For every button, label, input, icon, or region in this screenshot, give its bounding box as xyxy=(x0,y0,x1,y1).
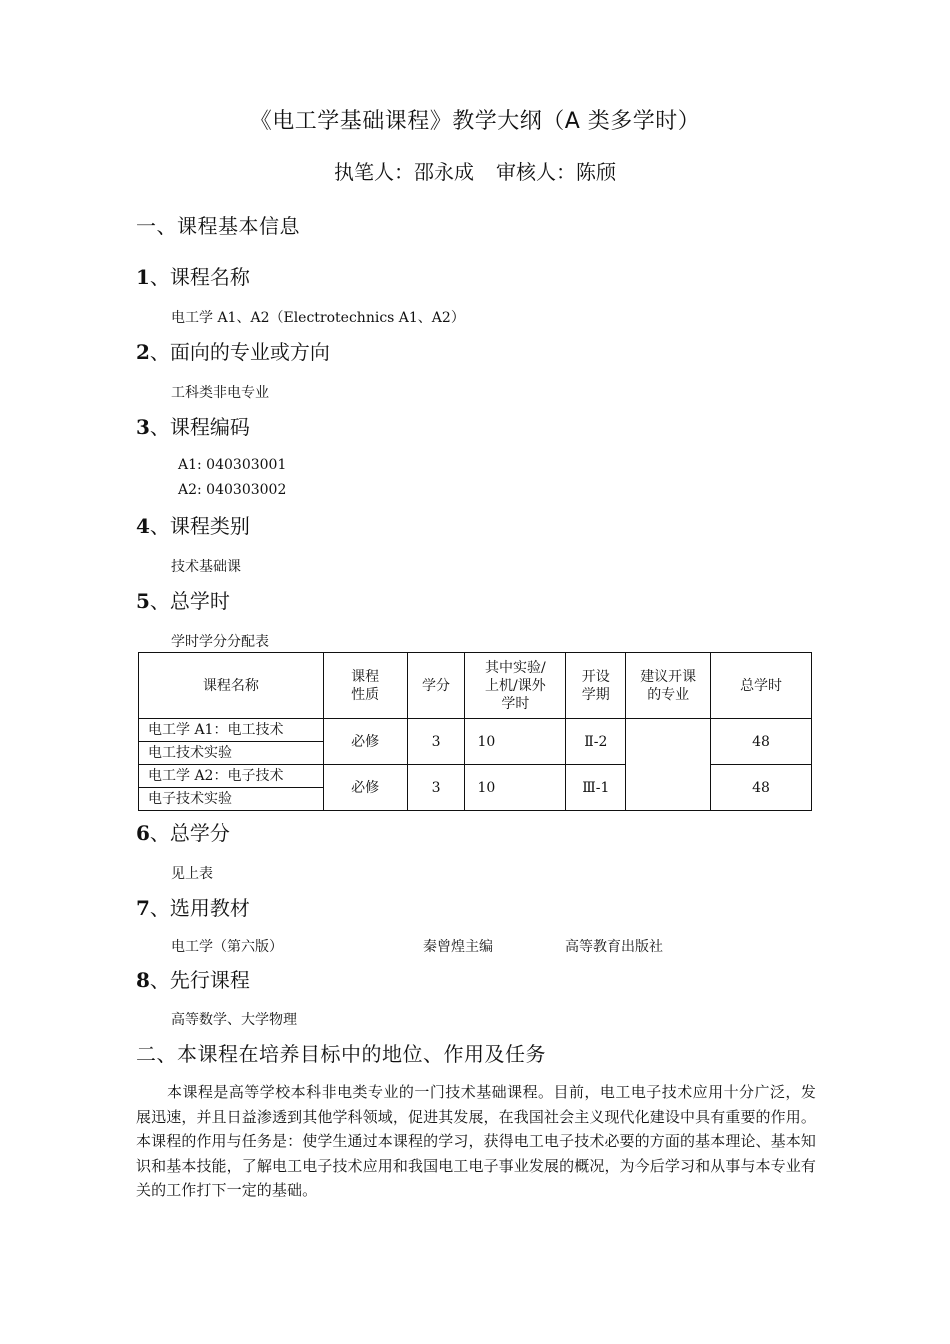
reviewer-name: 陈颀 xyxy=(576,160,616,184)
total-credits-text: 见上表 xyxy=(171,866,213,882)
major-text: 工科类非电专业 xyxy=(171,385,269,401)
textbook-editor: 秦曾煌主编 xyxy=(423,939,493,955)
writer-name: 邵永成 xyxy=(414,160,474,184)
authors-line xyxy=(0,156,950,185)
header-total-hours: 总学时 xyxy=(711,653,812,719)
cell-credit: 3 xyxy=(407,765,465,811)
item-heading-prerequisites: 8、先行课程 xyxy=(136,968,250,992)
textbook-name: 电工学（第六版） xyxy=(171,939,283,955)
header-nature: 课程 性质 xyxy=(323,653,407,719)
hours-credits-table xyxy=(138,652,812,811)
header-course-name: 课程名称 xyxy=(139,653,324,719)
table-row xyxy=(139,719,812,742)
course-category-text: 技术基础课 xyxy=(171,559,241,575)
cell-course-name: 电工学 A2：电子技术 xyxy=(139,765,324,788)
prerequisites-text: 高等数学、大学物理 xyxy=(171,1012,297,1028)
item-heading-major: 2、面向的专业或方向 xyxy=(136,340,330,364)
textbook-publisher: 高等教育出版社 xyxy=(565,939,663,955)
cell-suggested-major xyxy=(626,719,711,811)
cell-semester: Ⅲ-1 xyxy=(566,765,626,811)
header-lab-hours: 其中实验/ 上机/课外 学时 xyxy=(465,653,566,719)
item-heading-course-category: 4、课程类别 xyxy=(136,514,250,538)
cell-total-hours: 48 xyxy=(711,719,812,765)
cell-lab-hours: 10 xyxy=(465,719,566,765)
item-heading-total-credits: 6、总学分 xyxy=(136,821,230,845)
cell-lab-hours: 10 xyxy=(465,765,566,811)
cell-nature: 必修 xyxy=(323,719,407,765)
cell-semester: Ⅱ-2 xyxy=(566,719,626,765)
cell-nature: 必修 xyxy=(323,765,407,811)
reviewer-label: 审核人： xyxy=(496,160,576,184)
section1-heading: 一、课程基本信息 xyxy=(136,214,300,238)
cell-total-hours: 48 xyxy=(711,765,812,811)
header-suggested-major: 建议开课 的专业 xyxy=(626,653,711,719)
course-code-a1: A1: 040303001 xyxy=(178,457,287,473)
section2-paragraph: 本课程是高等学校本科非电类专业的一门技术基础课程。目前，电工电子技术应用十分广泛，发展迅速，并且日益渗透到其他学科领域，促进其发展，在我国社会主义现代化建设中具有重要的作用。本课程的作用与任务是：使学生通过本课程的学习，获得电工电子技术必要的方面的基本理论、基本知识和基本技能，了解电工电子技术应用和我国电工电子事业发展的概况，为今后学习和从事与本专业有关的工作打下一定的基础。 xyxy=(136,1083,816,1199)
item-heading-course-name: 1、课程名称 xyxy=(136,265,250,289)
hours-table-caption: 学时学分分配表 xyxy=(171,634,269,650)
item-heading-total-hours: 5、总学时 xyxy=(136,589,230,613)
document-title: 《电工学基础课程》教学大纲（A 类多学时） xyxy=(249,109,701,134)
cell-course-name: 电工学 A1：电工技术 xyxy=(139,719,324,742)
header-semester: 开设 学期 xyxy=(566,653,626,719)
table-header-row xyxy=(139,653,812,719)
item-heading-course-code: 3、课程编码 xyxy=(136,415,250,439)
section2-heading: 二、本课程在培养目标中的地位、作用及任务 xyxy=(136,1042,546,1066)
cell-credit: 3 xyxy=(407,719,465,765)
header-credit: 学分 xyxy=(407,653,465,719)
table-row xyxy=(139,765,812,788)
textbook-line xyxy=(171,936,663,956)
course-name-text: 电工学 A1、A2（Electrotechnics A1、A2） xyxy=(171,310,465,326)
writer-label: 执笔人： xyxy=(334,160,414,184)
cell-course-name: 电子技术实验 xyxy=(139,788,324,811)
item-heading-textbook: 7、选用教材 xyxy=(136,896,250,920)
course-code-a2: A2: 040303002 xyxy=(178,482,287,498)
cell-course-name: 电工技术实验 xyxy=(139,742,324,765)
